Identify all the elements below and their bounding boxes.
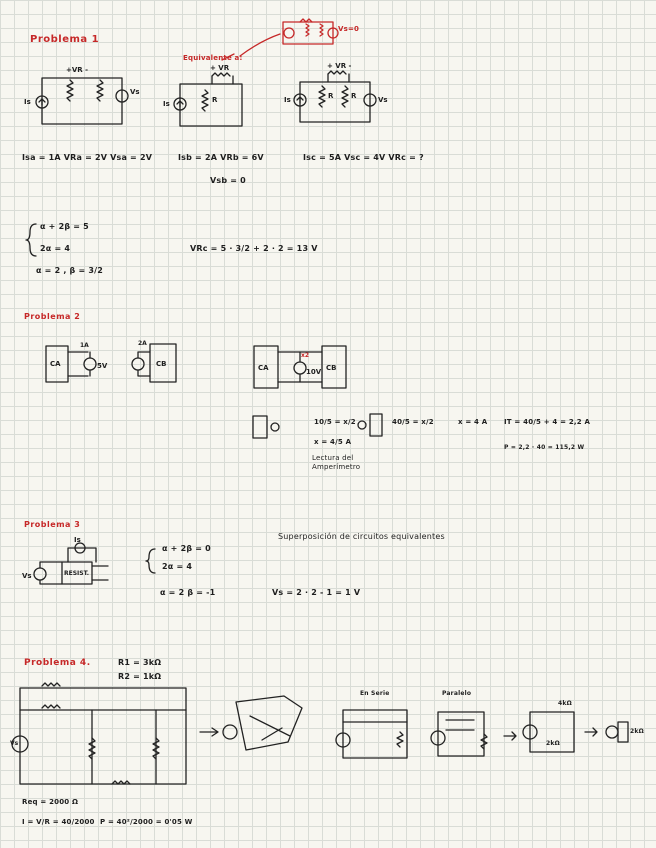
p1-data-b: Isb = 2A VRb = 6V [178,153,264,162]
p2-cb-mid: CB [326,364,337,372]
p3-circuit [34,543,155,584]
p2-amperimetro: Amperímetro [312,463,361,471]
p2-total-current: IT = 40/5 + 4 = 2,2 A [504,418,591,426]
p3-solution: α = 2 β = -1 [160,588,216,597]
c3-vs-label: Vs [378,96,388,104]
p2-cb-left: CB [156,360,167,368]
p1-data-a: Isa = 1A VRa = 2V Vsa = 2V [22,153,153,162]
p2-eq1b: x = 4/5 A [314,438,352,446]
c1-is-label: Is [24,98,31,106]
red-equivalent-circuit [222,19,338,60]
p4-r1-value: R1 = 3kΩ [118,658,162,667]
c2-r-label: R [212,96,218,104]
p4-2k-label: 2kΩ [546,740,560,747]
p2-power: P = 2,2 · 40 = 115,2 W [504,444,585,451]
c2-is-label: Is [163,100,170,108]
c1-vs-label: Vs [130,88,140,96]
c3-r1-label: R [328,92,334,100]
p1-data-c: Isc = 5A Vsc = 4V VRc = ? [303,153,424,162]
p3-system-eq1: α + 2β = 0 [162,544,211,553]
p2-lectura: Lectura del [312,454,354,462]
p4-req: Req = 2000 Ω [22,798,79,806]
p3-is-label: Is [74,536,81,544]
p4-circuit-5 [523,712,628,752]
p4-vs-label: Vs [10,740,19,747]
p1-brace [26,224,36,256]
equivalente-label: Equivalente a: [183,54,243,62]
p4-circuit-3 [336,710,407,758]
vs-zero-label: Vs=0 [338,25,360,33]
p2-5v-label: 5V [97,362,108,370]
problema-1-title: Problema 1 [30,34,100,45]
c3-r2-label: R [351,92,357,100]
p2-x2-label: x2 [301,352,310,359]
p4-power: P = 40²/2000 = 0'05 W [100,818,193,826]
p1-data-b2: Vsb = 0 [210,176,246,185]
p4-current: I = V/R = 40/2000 [22,818,95,826]
p1-circuit-a [36,78,128,124]
c2-vr-label: + VR [210,64,230,72]
p4-2k-final-label: 2kΩ [630,728,644,735]
problema-3-title: Problema 3 [24,520,81,529]
p1-circuit-c [294,71,376,122]
p1-solution: α = 2 , β = 3/2 [36,266,103,275]
p3-resist-label: RESIST. [64,570,90,577]
c3-vr-label: + VR - [327,62,352,70]
p2-ca-mid: CA [258,364,269,372]
p4-r2-value: R2 = 1kΩ [118,672,162,681]
problema-4-title: Problema 4. [24,658,91,668]
p1-circuit-b [174,73,242,126]
p2-eq1: 10/5 = x/2 [314,418,356,426]
c1-vr-label: +VR - [66,66,89,74]
p1-system-eq1: α + 2β = 5 [40,222,89,231]
p4-paralelo-label: Paralelo [442,690,472,697]
c3-is-label: Is [284,96,291,104]
p2-10v-label: 10V [306,368,322,376]
p2-ca-left: CA [50,360,61,368]
p3-vs-label: Vs [22,572,32,580]
p4-circuit-2 [223,696,302,750]
problema-2-title: Problema 2 [24,312,81,321]
p1-vrc-result: VRc = 5 · 3/2 + 2 · 2 = 13 V [190,244,318,253]
p4-circuit-4 [431,712,516,756]
p1-system-eq2: 2α = 4 [40,244,71,253]
p3-vs-result: Vs = 2 · 2 - 1 = 1 V [272,588,361,597]
p2-1a-label: 1A [80,342,89,349]
p4-serie-label: En Serie [360,690,390,697]
p2-eq2: 40/5 = x/2 [392,418,434,426]
p3-superposition: Superposición de circuitos equivalentes [278,532,445,541]
p4-4k-label: 4kΩ [558,700,572,707]
p2-eq2b: x = 4 A [458,418,488,426]
p4-main-circuit [12,683,218,784]
p2-2a-label: 2A [138,340,147,347]
p3-system-eq2: 2α = 4 [162,562,193,571]
